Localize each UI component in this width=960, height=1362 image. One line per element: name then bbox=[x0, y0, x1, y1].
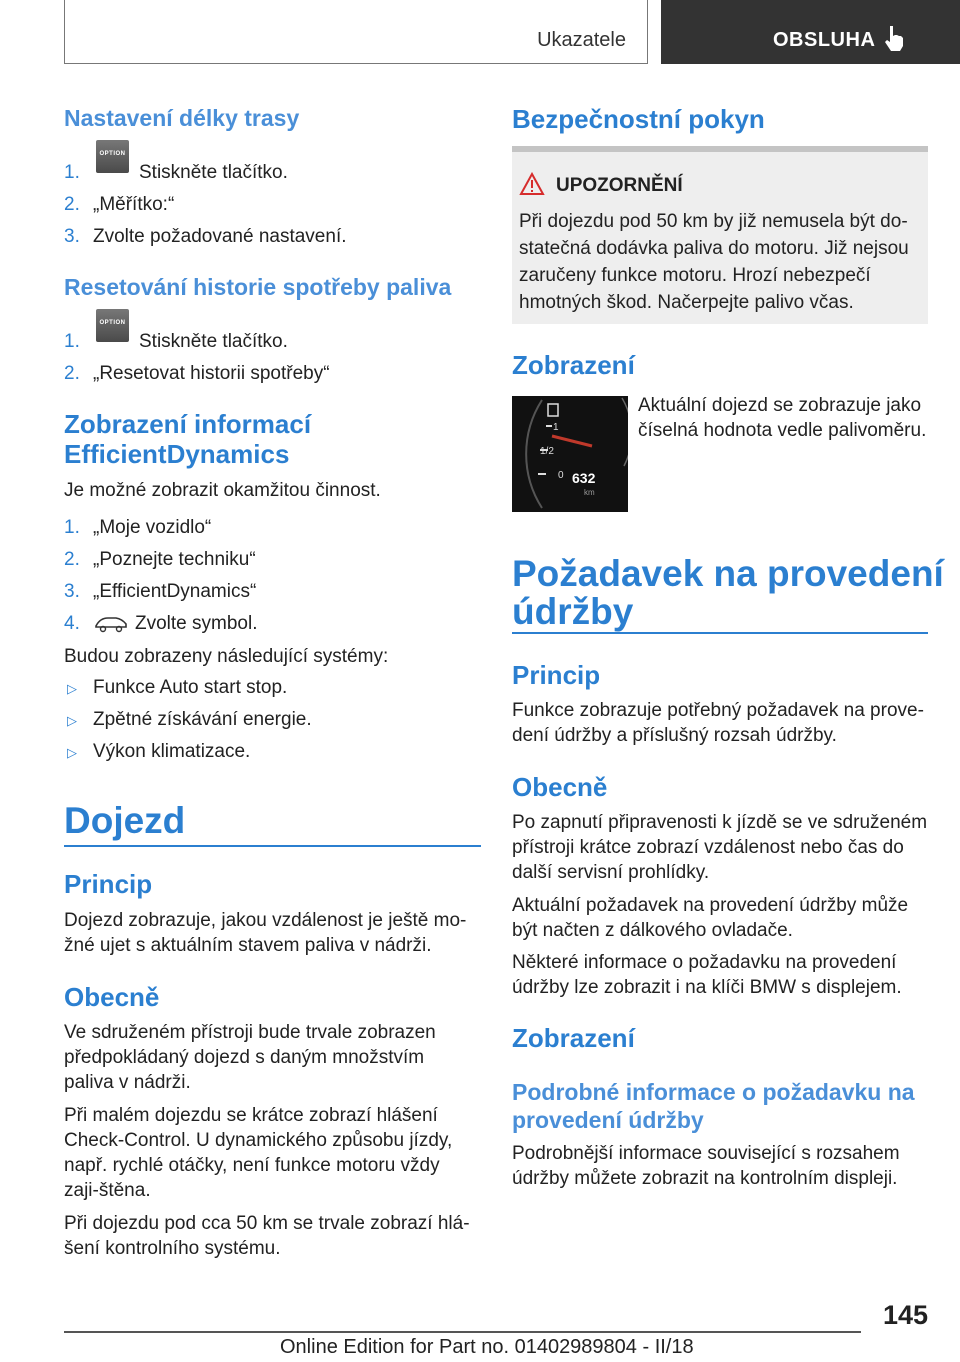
step-number: 1. bbox=[64, 162, 80, 183]
gauge-mark-half: 1/2 bbox=[540, 446, 554, 457]
gauge-range-value: 632 bbox=[572, 470, 596, 486]
efficient-intro: Je možné zobrazit okamžitou činnost. bbox=[64, 480, 381, 501]
service-obecne-p2: Aktuální požadavek na provedení údržby může být načten z dálkového ovladače. bbox=[512, 895, 909, 941]
dojezd-obecne-p2: Při malém dojezdu se krátce zobrazí hlášení Check-Control. U dynamického způsobu jízdy, např. rychlé otáčky, není funkce motoru vždy zaji-štěna. bbox=[64, 1105, 453, 1201]
step-text: Stiskněte tlačítko. bbox=[139, 331, 288, 352]
detail-text: Podrobnější informace související s rozsahem údržby můžete zobrazit na kontrolním displeji. bbox=[512, 1143, 900, 1189]
bullet-text: Výkon klimatizace. bbox=[93, 741, 251, 762]
dojezd-obecne-heading: Obecně bbox=[64, 982, 160, 1012]
step-number: 1. bbox=[64, 517, 80, 538]
footer-rule bbox=[64, 1331, 861, 1333]
dojezd-title: Dojezd bbox=[64, 800, 186, 841]
dojezd-princip-text: Dojezd zobrazuje, jakou vzdálenost je ještě mo-žné ujet s aktuálním stavem paliva v nádrži. bbox=[64, 910, 467, 956]
step-text: Stiskněte tlačítko. bbox=[139, 162, 288, 183]
step-number: 4. bbox=[64, 613, 80, 634]
fuel-gauge-dial bbox=[512, 396, 628, 512]
footer-edition: Online Edition for Part no. 01402989804 - II/18 bbox=[280, 1336, 694, 1358]
display-heading: Zobrazení bbox=[512, 350, 635, 380]
warning-text: Při dojezdu pod 50 km by již nemusela být do-statečná dodávka paliva do motoru. Již nejsou zaručeny funkce motoru. Hrozí nebezpečí hmotných škod. Načerpejte palivo včas. bbox=[519, 211, 909, 313]
bullet-triangle-icon: ▷ bbox=[67, 745, 77, 760]
header-chapter-tab bbox=[661, 0, 960, 64]
display-text: Aktuální dojezd se zobrazuje jako číselná hodnota vedle palivoměru. bbox=[638, 395, 927, 441]
bullet-text: Zpětné získávání energie. bbox=[93, 709, 312, 730]
dojezd-obecne-p1: Ve sdruženém přístroji bude trvale zobrazen předpokládaný dojezd s daným množstvím paliva v nádrži. bbox=[64, 1022, 436, 1093]
gauge-mark-empty: 0 bbox=[558, 470, 564, 481]
step-text: „EfficientDynamics“ bbox=[93, 581, 257, 602]
dojezd-princip-heading: Princip bbox=[64, 869, 153, 899]
bullet-triangle-icon: ▷ bbox=[67, 681, 77, 696]
service-title-line2: údržby bbox=[512, 591, 634, 632]
efficient-heading-line2: EfficientDynamics bbox=[64, 439, 290, 469]
warning-triangle-icon bbox=[519, 172, 545, 196]
step-number: 2. bbox=[64, 549, 80, 570]
warning-title: UPOZORNĚNÍ bbox=[556, 175, 683, 196]
detail-heading-line1: Podrobné informace o požadavku na bbox=[512, 1079, 915, 1105]
hand-pointer-icon bbox=[883, 24, 907, 52]
fuel-gauge-image bbox=[512, 396, 628, 512]
dojezd-obecne-p3: Při dojezdu pod cca 50 km se trvale zobrazí hlá-šení kontrolního systému. bbox=[64, 1213, 470, 1259]
step-number: 2. bbox=[64, 363, 80, 384]
service-zobrazeni-heading: Zobrazení bbox=[512, 1023, 635, 1053]
reset-history-heading: Resetování historie spotřeby paliva bbox=[64, 274, 452, 300]
safety-heading: Bezpečnostní pokyn bbox=[512, 104, 765, 134]
option-button-icon: OPTION bbox=[96, 309, 129, 342]
gauge-range-unit: km bbox=[584, 488, 595, 497]
car-symbol-icon bbox=[94, 612, 128, 634]
step-text: „Moje vozidlo“ bbox=[93, 517, 212, 538]
page-number: 145 bbox=[882, 1300, 928, 1330]
service-obecne-p3: Některé informace o požadavku na provedení údržby lze zobrazit i na klíči BMW s displejem. bbox=[512, 952, 902, 998]
service-princip-heading: Princip bbox=[512, 660, 601, 690]
step-number: 3. bbox=[64, 581, 80, 602]
service-obecne-p1: Po zapnutí připravenosti k jízdě se ve sdruženém přístroji krátce zobrazí vzdálenost nebo čas do další servisní prohlídky. bbox=[512, 812, 928, 883]
systems-intro: Budou zobrazeny následující systémy: bbox=[64, 646, 389, 667]
service-title-line1: Požadavek na provedení bbox=[512, 553, 944, 594]
step-number: 3. bbox=[64, 226, 80, 247]
trip-length-heading: Nastavení délky trasy bbox=[64, 105, 300, 131]
header-section-label: Ukazatele bbox=[537, 29, 626, 51]
gauge-mark-full: 1 bbox=[553, 422, 559, 433]
step-number: 1. bbox=[64, 331, 80, 352]
option-button-icon: OPTION bbox=[96, 140, 129, 173]
bullet-text: Funkce Auto start stop. bbox=[93, 677, 288, 698]
section-rule bbox=[64, 845, 481, 847]
header-chapter-label: OBSLUHA bbox=[773, 29, 876, 51]
detail-heading-line2: provedení údržby bbox=[512, 1107, 704, 1133]
efficient-heading-line1: Zobrazení informací bbox=[64, 409, 312, 439]
section-rule bbox=[512, 632, 928, 634]
service-obecne-heading: Obecně bbox=[512, 772, 608, 802]
step-text: Zvolte symbol. bbox=[135, 613, 258, 634]
step-text: „Poznejte techniku“ bbox=[93, 549, 256, 570]
service-princip-text: Funkce zobrazuje potřebný požadavek na prove-dení údržby a příslušný rozsah údržby. bbox=[512, 700, 924, 746]
step-text: „Resetovat historii spotřeby“ bbox=[93, 363, 330, 384]
step-text: Zvolte požadované nastavení. bbox=[93, 226, 347, 247]
bullet-triangle-icon: ▷ bbox=[67, 713, 77, 728]
step-number: 2. bbox=[64, 194, 80, 215]
warning-box bbox=[512, 146, 928, 324]
step-text: „Měřítko:“ bbox=[93, 194, 175, 215]
